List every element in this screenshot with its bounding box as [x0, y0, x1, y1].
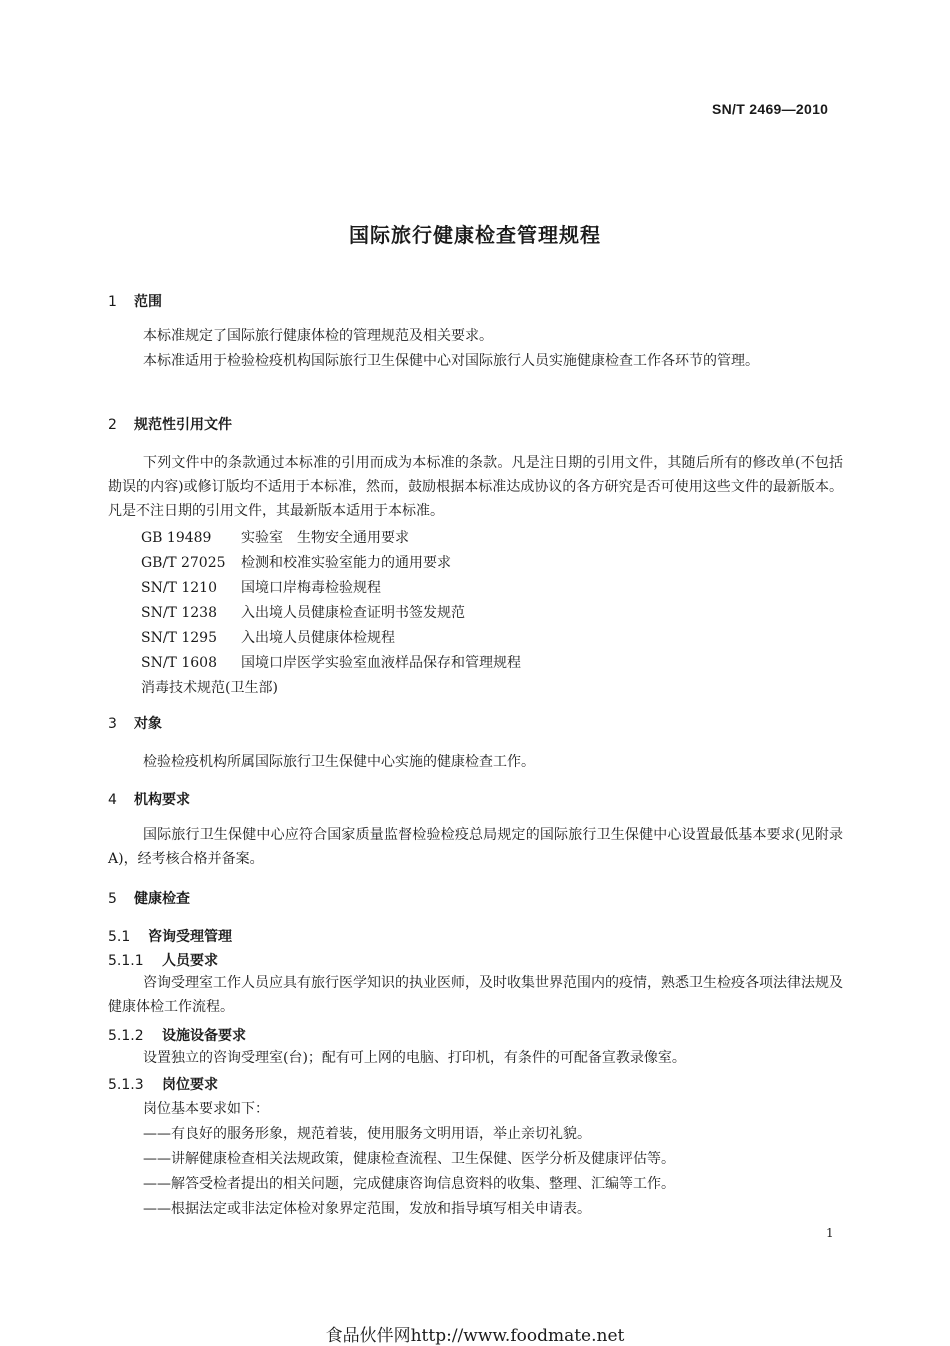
- section-title: 岗位要求: [162, 1077, 218, 1093]
- reference-title: 入出境人员健康检查证明书签发规范: [241, 605, 465, 621]
- list-item: ——有良好的服务形象，规范着装，使用服务文明用语，举止亲切礼貌。: [143, 1126, 591, 1142]
- section-2-heading: [108, 414, 232, 434]
- reference-code: SN/T 1210: [141, 580, 217, 596]
- list-item: ——根据法定或非法定体检对象界定范围，发放和指导填写相关申请表。: [143, 1201, 591, 1217]
- reference-code: SN/T 1295: [141, 630, 217, 646]
- section-title: 人员要求: [162, 953, 218, 969]
- section-number: 5: [108, 891, 117, 907]
- standard-code: SN/T 2469—2010: [712, 101, 829, 117]
- section-3-paragraph-1: 检验检疫机构所属国际旅行卫生保健中心实施的健康检查工作。: [143, 754, 535, 770]
- reference-title: 入出境人员健康体检规程: [241, 630, 395, 646]
- section-1-paragraph-1: 本标准规定了国际旅行健康体检的管理规范及相关要求。: [143, 328, 493, 344]
- section-title: 对象: [134, 716, 162, 732]
- subsection-5-1-1-heading: [108, 950, 218, 970]
- section-number: 5.1: [108, 929, 131, 945]
- subsection-5-1-heading: [108, 926, 232, 946]
- page-number: 1: [826, 1226, 834, 1240]
- section-number: 1: [108, 294, 117, 310]
- reference-item: [141, 602, 465, 622]
- section-title: 咨询受理管理: [148, 929, 232, 945]
- reference-title: 国境口岸梅毒检验规程: [241, 580, 381, 596]
- section-title: 规范性引用文件: [134, 417, 232, 433]
- section-title: 机构要求: [134, 792, 190, 808]
- reference-item-last: 消毒技术规范(卫生部): [141, 680, 278, 696]
- section-2-paragraph-1: 下列文件中的条款通过本标准的引用而成为本标准的条款。凡是注日期的引用文件，其随后所有的修改单(不包括勘误的内容)或修订版均不适用于本标准，然而，鼓励根据本标准达成协议的各方研究是否可使用这些文件的最新版本。凡是不注日期的引用文件，其最新版本适用于本标准。: [108, 455, 843, 519]
- reference-item: [141, 527, 409, 547]
- reference-item: [141, 652, 521, 672]
- section-title: 健康检查: [134, 891, 190, 907]
- subsection-5-1-2-paragraph: 设置独立的咨询受理室(台)；配有可上网的电脑、打印机，有条件的可配备宣教录像室。: [143, 1050, 686, 1066]
- list-item: ——解答受检者提出的相关问题，完成健康咨询信息资料的收集、整理、汇编等工作。: [143, 1176, 675, 1192]
- subsection-5-1-1-paragraph: 咨询受理室工作人员应具有旅行医学知识的执业医师，及时收集世界范围内的疫情，熟悉卫生检疫各项法律法规及健康体检工作流程。: [108, 975, 843, 1015]
- section-number: 5.1.3: [108, 1077, 144, 1093]
- section-1-paragraph-2: 本标准适用于检验检疫机构国际旅行卫生保健中心对国际旅行人员实施健康检查工作各环节的管理。: [143, 353, 759, 369]
- reference-item: [141, 627, 395, 647]
- reference-title: 国境口岸医学实验室血液样品保存和管理规程: [241, 655, 521, 671]
- section-title: 设施设备要求: [162, 1028, 246, 1044]
- subsection-5-1-2-heading: [108, 1025, 246, 1045]
- section-number: 2: [108, 417, 117, 433]
- reference-item: [141, 552, 451, 572]
- reference-code: GB 19489: [141, 530, 212, 546]
- section-title: 范围: [134, 294, 162, 310]
- document-title: 国际旅行健康检查管理规程: [349, 223, 601, 247]
- section-1-heading: [108, 291, 162, 311]
- subsection-5-1-3-heading: [108, 1074, 218, 1094]
- reference-title: 实验室 生物安全通用要求: [241, 530, 409, 546]
- reference-code: SN/T 1238: [141, 605, 217, 621]
- footer-watermark: 食品伙伴网http://www.foodmate.net: [325, 1326, 625, 1346]
- reference-item: [141, 577, 381, 597]
- section-5-heading: [108, 888, 190, 908]
- section-number: 5.1.1: [108, 953, 144, 969]
- reference-code: SN/T 1608: [141, 655, 217, 671]
- section-number: 3: [108, 716, 117, 732]
- section-4-paragraph-1: 国际旅行卫生保健中心应符合国家质量监督检验检疫总局规定的国际旅行卫生保健中心设置最低基本要求(见附录 A)，经考核合格并备案。: [108, 827, 843, 867]
- reference-code: GB/T 27025: [141, 555, 226, 571]
- job-requirements-intro: 岗位基本要求如下：: [143, 1101, 269, 1117]
- section-number: 4: [108, 792, 117, 808]
- reference-title: 检测和校准实验室能力的通用要求: [241, 555, 451, 571]
- list-item: ——讲解健康检查相关法规政策，健康检查流程、卫生保健、医学分析及健康评估等。: [143, 1151, 675, 1167]
- section-3-heading: [108, 713, 162, 733]
- section-number: 5.1.2: [108, 1028, 144, 1044]
- section-4-heading: [108, 789, 190, 809]
